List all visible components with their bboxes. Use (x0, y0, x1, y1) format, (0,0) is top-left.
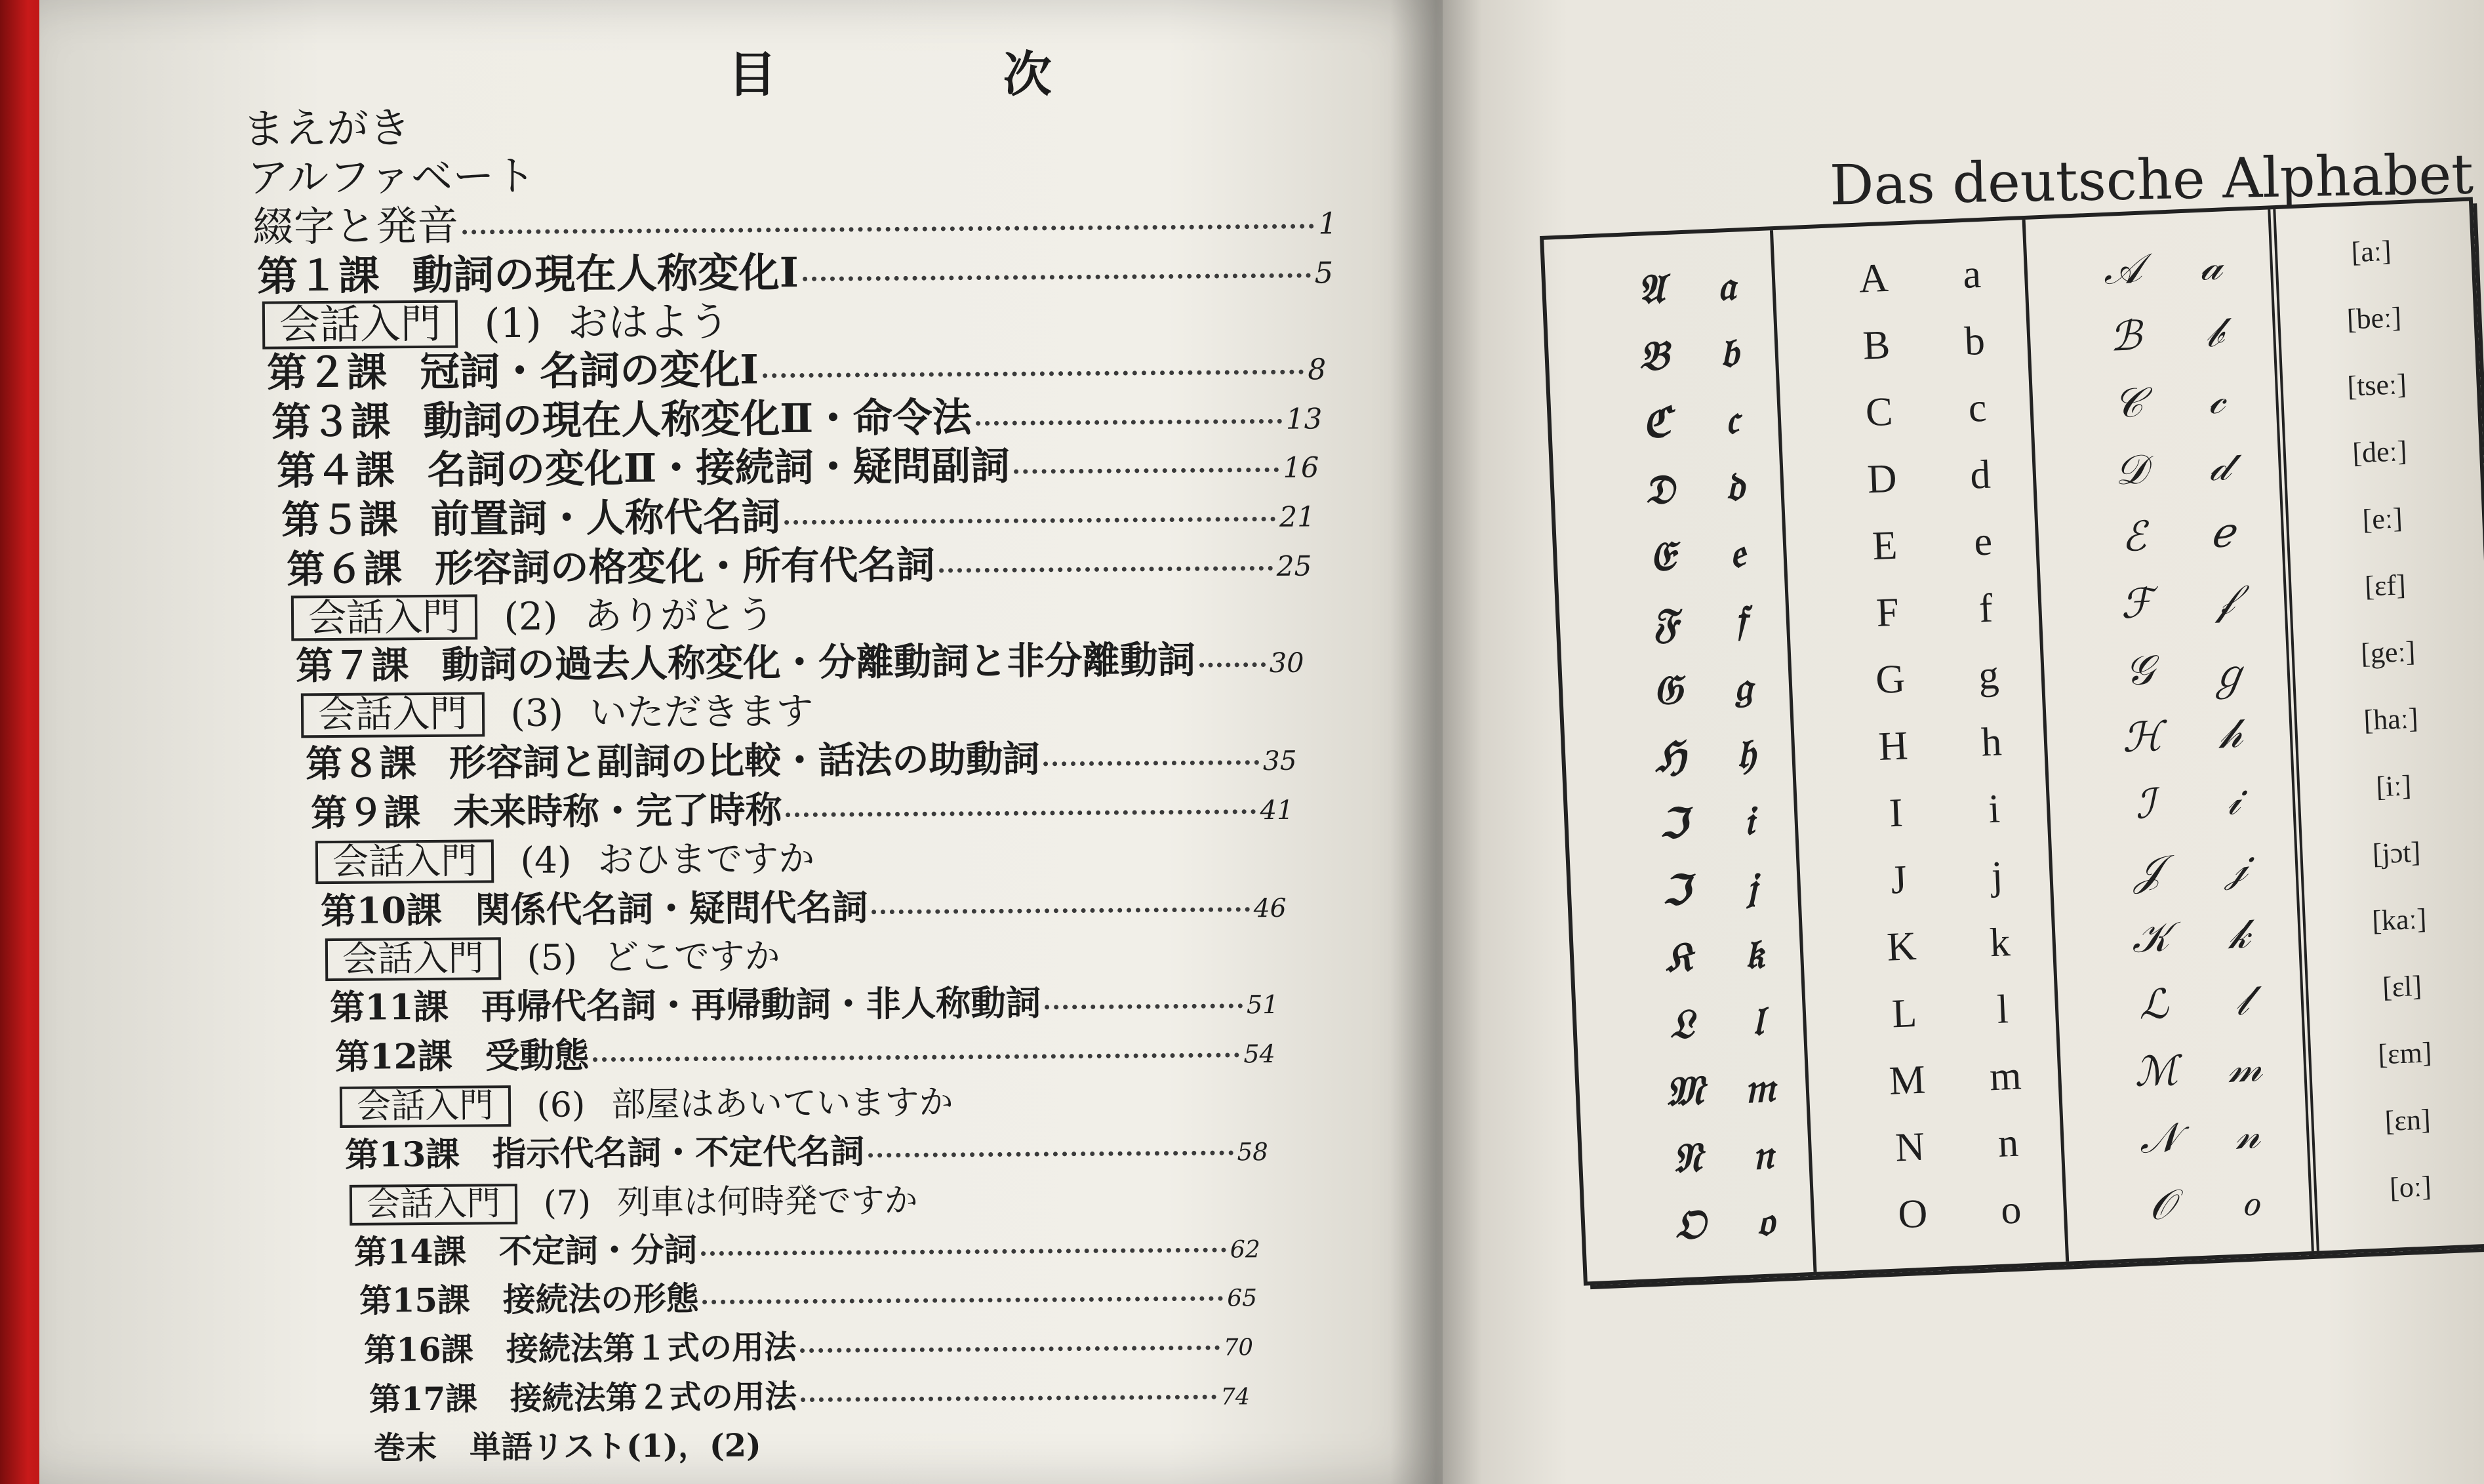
conversation-label: 会話入門 (291, 594, 478, 641)
lesson-label: 第９課 (310, 792, 421, 835)
toc-conversation-entry (350, 1171, 1264, 1226)
fraktur-upper: 𝔒 (1673, 1199, 1706, 1249)
roman-upper: H (1877, 723, 1909, 770)
fraktur-upper: 𝔑 (1672, 1133, 1703, 1182)
roman-lower: d (1969, 452, 1992, 498)
roman-upper: D (1866, 456, 1898, 502)
toc-entry-title: 受動態 (485, 1035, 590, 1077)
lesson-label: 第５課 (281, 496, 399, 543)
roman-lower: n (1997, 1120, 2020, 1166)
leader-dots (868, 1150, 1233, 1157)
script-lower: 𝒶 (2199, 241, 2224, 290)
leader-dots (763, 370, 1304, 378)
script-upper: ℳ (2133, 1046, 2179, 1096)
roman-lower: l (1995, 987, 2010, 1032)
conversation-number: (5) (527, 936, 578, 978)
fraktur-lower: 𝔫 (1751, 1130, 1774, 1179)
script-upper: ℋ (2121, 712, 2163, 762)
toc-entry-title: 関係代名詞・疑問代名詞 (474, 886, 868, 931)
fraktur-upper: 𝔊 (1652, 665, 1683, 715)
fraktur-upper: 𝔇 (1643, 464, 1675, 514)
leader-dots (801, 1395, 1217, 1402)
toc-entry-title: 列車は何時発ですか (616, 1181, 918, 1223)
page-number: 30 (1270, 647, 1305, 679)
page-number: 58 (1236, 1138, 1268, 1167)
fraktur-upper: 𝔐 (1664, 1066, 1704, 1116)
fraktur-upper: ℭ (1641, 397, 1672, 447)
conversation-label: 会話入門 (350, 1184, 517, 1225)
lesson-label: 第７課 (296, 643, 410, 689)
lesson-label: 第10課 (320, 889, 442, 933)
toc-entry-title: おはよう (567, 298, 730, 347)
toc-entry-title: 不定詞・分詞 (499, 1230, 698, 1271)
toc-entry (369, 1367, 1249, 1419)
toc-entry-title: 単語リスト(1)，(2) (469, 1427, 761, 1466)
conversation-label: 会話入門 (340, 1085, 511, 1128)
page-number: 25 (1276, 550, 1312, 582)
leader-dots (786, 809, 1256, 817)
pronunciation: [haː] (2363, 702, 2419, 737)
toc-entry-title: 指示代名詞・不定代名詞 (492, 1132, 864, 1174)
script-lower: 𝓀 (2227, 909, 2251, 958)
pronunciation: [ɛl] (2382, 969, 2423, 1004)
toc-entry-title: 未来時称・完了時称 (452, 789, 782, 834)
lesson-label: 巻末 (373, 1429, 437, 1467)
script-lower: ℯ (2209, 508, 2235, 557)
script-upper: 𝒥 (2133, 846, 2163, 895)
pronunciation: [beː] (2346, 301, 2402, 336)
page-number: 62 (1230, 1235, 1261, 1264)
fraktur-upper: 𝔉 (1651, 598, 1679, 648)
script-lower: ℴ (2239, 1176, 2261, 1226)
lesson-label: 第13課 (344, 1134, 460, 1175)
leader-dots (701, 1248, 1226, 1256)
roman-upper: A (1858, 255, 1889, 302)
pronunciation: [aː] (2350, 234, 2392, 269)
conversation-number: (1) (483, 299, 542, 348)
script-lower: ℊ (2207, 650, 2250, 700)
toc-entry-title: 動詞の現在人称変化Ⅰ (412, 248, 799, 300)
alphabet-heading: Das deutsche Alphabet (1829, 142, 2474, 218)
script-lower: 𝓁 (2234, 976, 2250, 1025)
roman-lower: b (1963, 318, 1986, 364)
toc-entry-title: 再帰代名詞・再帰動詞・非人称動詞 (481, 982, 1041, 1028)
roman-lower: m (1988, 1053, 2022, 1100)
fraktur-lower: 𝔨 (1743, 929, 1765, 978)
toc-entry-title: 形容詞の格変化・所有代名詞 (434, 542, 935, 591)
column-divider (2268, 209, 2319, 1251)
conversation-number: (7) (543, 1184, 591, 1223)
leader-dots (976, 419, 1282, 426)
fraktur-lower: 𝔣 (1733, 595, 1748, 645)
roman-lower: o (1999, 1187, 2022, 1233)
pronunciation: [kaː] (2371, 902, 2428, 937)
fraktur-lower: 𝔪 (1743, 1063, 1776, 1113)
lesson-label: 第８課 (306, 742, 417, 786)
toc-entry-title: いただきます (589, 689, 814, 735)
script-upper: 𝒦 (2131, 912, 2171, 963)
fraktur-lower: 𝔧 (1745, 863, 1758, 912)
roman-upper: F (1875, 590, 1900, 635)
leader-dots (784, 517, 1275, 525)
roman-upper: O (1897, 1191, 1929, 1237)
conversation-label: 会話入門 (325, 937, 501, 980)
script-upper: ℒ (2138, 979, 2169, 1029)
roman-upper: I (1888, 790, 1904, 836)
pronunciation: [jɔt] (2371, 835, 2422, 870)
script-upper: 𝒟 (2113, 445, 2148, 494)
lesson-label: 第２課 (266, 349, 388, 397)
pronunciation: [oː] (2389, 1170, 2432, 1204)
conversation-number: (2) (504, 593, 558, 639)
lesson-label: 第４課 (276, 447, 395, 494)
script-upper: 𝒢 (2123, 645, 2155, 695)
toc-heading: 目 次 (728, 47, 1157, 103)
page-number: 5 (1314, 255, 1334, 291)
script-upper: ℬ (2108, 311, 2143, 361)
toc-entry-title: 動詞の現在人称変化Ⅱ・命令法 (423, 394, 972, 445)
toc-entry (364, 1318, 1253, 1371)
page-number: 35 (1263, 744, 1297, 777)
conversation-label: 会話入門 (315, 839, 494, 884)
script-lower: 𝒿 (2224, 842, 2249, 892)
leader-dots (1014, 468, 1279, 474)
toc-entry (374, 1416, 1246, 1468)
conversation-number: (6) (536, 1085, 586, 1125)
toc-entry (330, 974, 1279, 1030)
roman-upper: C (1864, 389, 1894, 435)
roman-lower: j (1990, 853, 2004, 898)
script-lower: 𝒷 (2204, 308, 2224, 357)
page-number: 74 (1220, 1384, 1250, 1411)
script-lower: 𝓃 (2234, 1110, 2261, 1159)
roman-upper: K (1886, 923, 1917, 970)
page-number: 46 (1253, 893, 1287, 924)
roman-lower: a (1961, 251, 1982, 298)
roman-upper: J (1890, 857, 1908, 903)
fraktur-lower: 𝔟 (1719, 328, 1740, 377)
fraktur-lower: 𝔠 (1724, 395, 1740, 444)
pronunciation: [ɛm] (2377, 1036, 2433, 1071)
fraktur-upper: ℑ (1658, 799, 1689, 849)
toc-entry-title: 名詞の変化Ⅱ・接続詞・疑問副詞 (427, 443, 1010, 493)
page-number: 8 (1308, 353, 1327, 387)
alphabet-table (1540, 197, 2484, 1285)
leader-dots (801, 1346, 1220, 1353)
pronunciation: [ɛf] (2364, 569, 2407, 603)
toc-conversation-entry (340, 1072, 1272, 1128)
roman-upper: N (1894, 1124, 1926, 1171)
fraktur-upper: 𝔏 (1668, 999, 1695, 1049)
lesson-label: アルファベート (247, 151, 536, 202)
page-number: 1 (1317, 206, 1338, 241)
roman-lower: h (1980, 719, 2003, 765)
script-lower: 𝒽 (2218, 708, 2244, 758)
toc-conversation-entry (325, 925, 1283, 982)
fraktur-lower: 𝔡 (1724, 462, 1745, 511)
toc-entry-title: 前置詞・人称代名詞 (430, 493, 781, 542)
toc-entry (354, 1220, 1260, 1273)
page-number: 41 (1260, 795, 1294, 826)
roman-lower: f (1978, 586, 1994, 632)
pronunciation: [iː] (2375, 769, 2413, 803)
fraktur-upper: ℌ (1654, 732, 1687, 782)
leader-dots (593, 1053, 1239, 1062)
leader-dots (803, 273, 1311, 281)
script-upper: ℱ (2119, 578, 2154, 628)
fraktur-lower: 𝔞 (1716, 261, 1736, 310)
fraktur-upper: 𝔎 (1664, 933, 1693, 982)
page-number: 21 (1279, 500, 1315, 534)
script-lower: 𝒾 (2226, 776, 2241, 824)
lesson-label: 第14課 (354, 1232, 467, 1272)
pronunciation: [tseː] (2346, 367, 2407, 403)
toc-entry (334, 1023, 1275, 1079)
page-number: 54 (1243, 1039, 1275, 1069)
roman-upper: L (1891, 990, 1918, 1037)
fraktur-lower: 𝔬 (1755, 1197, 1775, 1246)
page-number: 51 (1247, 990, 1279, 1020)
script-upper: ℐ (2134, 779, 2156, 828)
lesson-label: 第11課 (330, 986, 449, 1029)
roman-lower: i (1988, 786, 2001, 832)
fraktur-upper: 𝔅 (1637, 331, 1670, 380)
leader-dots (1045, 1003, 1243, 1009)
toc-entry-title: どこですか (603, 935, 780, 978)
lesson-label: 第15課 (359, 1280, 470, 1320)
script-lower: 𝒸 (2207, 374, 2226, 424)
toc-entry-title: 接続法の形態 (502, 1279, 699, 1319)
script-upper: ℰ (2120, 511, 2148, 561)
roman-upper: E (1871, 523, 1898, 569)
lesson-label: 第６課 (286, 546, 402, 592)
toc-entry-title: 部屋はあいていますか (611, 1083, 953, 1125)
fraktur-upper: ℑ (1660, 866, 1692, 915)
script-lower: 𝓂 (2226, 1043, 2263, 1093)
pronunciation: [eː] (2361, 502, 2403, 536)
page-number: 70 (1223, 1334, 1254, 1361)
leader-dots (702, 1296, 1223, 1305)
conversation-label: 会話入門 (301, 692, 485, 738)
roman-upper: G (1874, 656, 1906, 703)
toc-entry-title: 形容詞と副詞の比較・話法の助動詞 (449, 737, 1040, 785)
toc-entry-title: 接続法第１式の用法 (506, 1328, 797, 1369)
roman-lower: e (1973, 519, 1993, 565)
toc-entry-title: おひまですか (597, 837, 815, 881)
script-upper: 𝒩 (2138, 1113, 2180, 1163)
roman-upper: B (1862, 322, 1891, 369)
toc-entry-title: 接続法第２式の用法 (510, 1378, 797, 1418)
lesson-label: 綴字と発音 (252, 201, 459, 251)
fraktur-lower: 𝔤 (1733, 662, 1753, 712)
conversation-number: (3) (510, 691, 564, 736)
lesson-label: まえがき (242, 104, 411, 154)
conversation-number: (4) (520, 839, 572, 882)
script-upper: 𝒞 (2112, 378, 2144, 428)
conversation-label: 会話入門 (262, 300, 458, 350)
toc-entry-title: ありがとう (584, 592, 775, 639)
fraktur-lower: 𝔢 (1729, 529, 1746, 578)
roman-lower: c (1967, 385, 1988, 431)
lesson-label: 第１課 (257, 251, 380, 300)
lesson-label: 第３課 (271, 398, 391, 446)
script-upper: 𝒪 (2148, 1180, 2176, 1230)
roman-lower: k (1988, 919, 2011, 966)
fraktur-upper: 𝔄 (1636, 264, 1666, 313)
fraktur-upper: 𝔈 (1649, 531, 1676, 581)
toc-entry-title: 動詞の過去人称変化・分離動詞と非分離動詞 (441, 637, 1196, 687)
roman-upper: M (1888, 1057, 1927, 1104)
fraktur-lower: 𝔩 (1750, 996, 1763, 1045)
toc-entry-title: 冠詞・名詞の変化Ⅰ (419, 346, 759, 396)
leader-dots (462, 224, 1314, 234)
lesson-label: 第16課 (364, 1330, 474, 1369)
page-number: 65 (1226, 1285, 1257, 1312)
fraktur-lower: 𝔦 (1742, 796, 1755, 845)
lesson-label: 第17課 (369, 1380, 477, 1418)
pronunciation: [ɛn] (2384, 1103, 2432, 1138)
leader-dots (1199, 662, 1266, 668)
leader-dots (1044, 760, 1260, 766)
toc-entry (359, 1269, 1257, 1322)
pronunciation: [deː] (2352, 434, 2408, 470)
fraktur-lower: 𝔥 (1735, 729, 1756, 778)
toc-entry (344, 1121, 1268, 1176)
pronunciation: [geː] (2360, 635, 2416, 670)
page-number: 16 (1283, 451, 1319, 485)
script-upper: 𝒜 (2102, 244, 2143, 294)
roman-lower: g (1977, 652, 2000, 698)
script-lower: 𝒹 (2208, 441, 2231, 491)
leader-dots (871, 907, 1249, 914)
lesson-label: 第12課 (334, 1035, 452, 1078)
leader-dots (938, 566, 1272, 573)
script-lower: 𝒻 (2214, 575, 2235, 624)
page-number: 13 (1286, 403, 1323, 436)
